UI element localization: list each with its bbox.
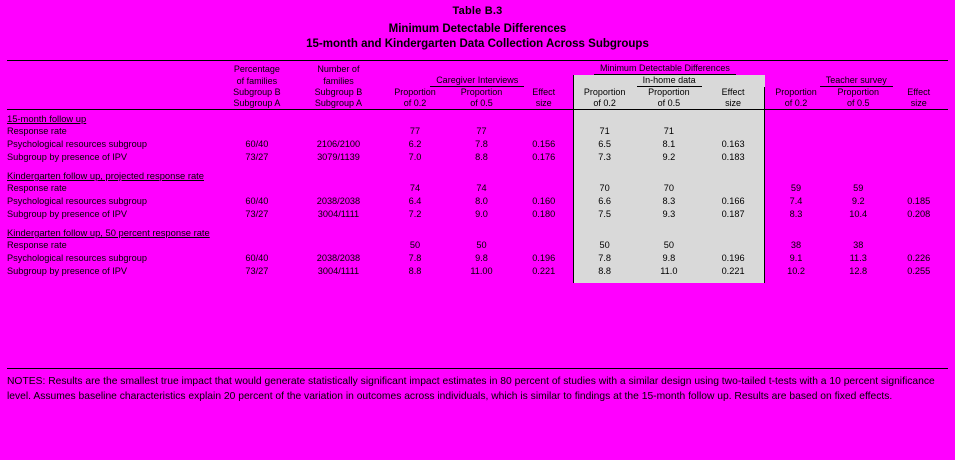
cell-ih-prop02: 50 xyxy=(573,239,635,252)
cell-ts-effect xyxy=(889,138,948,151)
cell-pct-families: 60/40 xyxy=(245,253,269,263)
cell-ts-effect: 0.208 xyxy=(907,209,931,219)
header-group-teacher xyxy=(765,75,948,87)
cell-pct-families xyxy=(219,182,296,195)
cell-ts-prop05 xyxy=(827,151,889,164)
cell-ih-prop02: 8.8 xyxy=(573,265,635,278)
header-group-mdd xyxy=(382,63,948,75)
section-label: Kindergarten follow up, 50 percent response rate xyxy=(7,227,210,238)
section-header-row xyxy=(7,112,948,125)
header-group-teacher-label: Teacher survey xyxy=(820,75,893,87)
header-num-families-l2: families xyxy=(323,76,354,86)
cell-ih-effect xyxy=(702,239,764,252)
cell-cg-prop05: 11.00 xyxy=(470,266,493,276)
header-cg-prop02-l2: of 0.2 xyxy=(403,98,427,108)
cell-ih-prop05: 11.0 xyxy=(636,265,702,278)
row-label: Response rate xyxy=(7,240,67,250)
cell-cg-prop05: 8.0 xyxy=(475,196,488,206)
table-notes: NOTES: Results are the smallest true impact that would generate statistically significant impact estimates in 80 percent of studies with a similar design using two-tailed t-tests with a 10 percent significance level. Assumes baseline characteristics explain 20 percent of the variation in outcomes across individuals, which is similar to findings at the 15-month follow up. Results are based on fixed effects. xyxy=(7,376,935,402)
cell-ih-prop05: 70 xyxy=(636,182,702,195)
header-cg-prop05-l2: of 0.5 xyxy=(470,98,493,108)
cell-num-families xyxy=(295,182,382,195)
cell-pct-families: 60/40 xyxy=(245,196,269,206)
table-row xyxy=(7,265,948,278)
header-pct-families-l2: of families xyxy=(236,76,278,86)
cell-ts-effect: 0.226 xyxy=(907,253,931,263)
cell-ts-effect xyxy=(889,151,948,164)
header-ts-prop02-l2: of 0.2 xyxy=(784,98,808,108)
header-num-families-l3: Subgroup B xyxy=(314,87,363,97)
cell-cg-prop05: 9.8 xyxy=(475,253,488,263)
cell-ts-prop05: 10.4 xyxy=(849,209,868,219)
cell-ih-effect: 0.196 xyxy=(702,252,764,265)
header-cg-effect-l2: size xyxy=(535,98,552,108)
cell-cg-prop02: 7.2 xyxy=(408,209,422,219)
cell-ts-prop02 xyxy=(765,138,827,151)
header-group-mdd-label: Minimum Detectable Differences xyxy=(594,63,736,75)
cell-cg-prop02: 74 xyxy=(409,183,421,193)
spacer-row-bottom xyxy=(7,278,948,283)
header-cg-prop02-l1: Proportion xyxy=(394,87,436,97)
header-ts-prop05-l2: of 0.5 xyxy=(846,98,870,108)
section-header-row xyxy=(7,169,948,182)
table-row xyxy=(7,195,948,208)
cell-ih-prop02: 7.5 xyxy=(573,208,635,221)
header-cg-effect-l1: Effect xyxy=(532,87,556,97)
row-label: Subgroup by presence of IPV xyxy=(7,209,128,219)
row-label: Response rate xyxy=(7,183,67,193)
cell-ts-prop05 xyxy=(827,125,889,138)
cell-cg-prop05: 50 xyxy=(476,240,487,250)
cell-num-families xyxy=(295,239,382,252)
cell-ts-prop05: 38 xyxy=(853,240,864,250)
cell-cg-effect: 0.156 xyxy=(532,139,556,149)
row-label: Response rate xyxy=(7,126,67,136)
cell-ts-prop02: 38 xyxy=(790,240,802,250)
header-ih-effect-l1: Effect xyxy=(702,87,764,98)
row-label: Psychological resources subgroup xyxy=(7,196,147,206)
cell-ts-prop02: 9.1 xyxy=(789,253,803,263)
cell-ts-prop05 xyxy=(827,138,889,151)
row-label: Psychological resources subgroup xyxy=(7,253,147,263)
cell-ih-prop05: 9.8 xyxy=(636,252,702,265)
header-pct-families-l1: Percentage xyxy=(233,64,280,74)
cell-num-families: 3079/1139 xyxy=(317,152,360,162)
header-ts-prop02-l1: Proportion xyxy=(775,87,817,97)
section-header-row xyxy=(7,226,948,239)
cell-num-families: 2038/2038 xyxy=(316,196,361,206)
cell-cg-prop02: 7.8 xyxy=(408,253,422,263)
cell-ih-prop02: 70 xyxy=(573,182,635,195)
table-title-line1: Minimum Detectable Differences xyxy=(388,23,567,35)
cell-ts-effect: 0.255 xyxy=(907,266,931,276)
table-row xyxy=(7,151,948,164)
cell-cg-prop05: 74 xyxy=(476,183,487,193)
notes-divider xyxy=(7,368,948,369)
cell-ih-prop05: 71 xyxy=(636,125,702,138)
cell-ts-effect xyxy=(889,125,948,138)
header-group-caregiver-label: Caregiver Interviews xyxy=(430,75,524,87)
cell-ts-prop05: 59 xyxy=(853,183,864,193)
cell-num-families xyxy=(295,125,382,138)
cell-ih-prop02: 6.5 xyxy=(573,138,635,151)
cell-pct-families: 60/40 xyxy=(245,139,269,149)
cell-cg-prop05: 8.8 xyxy=(475,152,488,162)
cell-ts-prop02 xyxy=(765,125,827,138)
table-row xyxy=(7,239,948,252)
cell-num-families: 2106/2100 xyxy=(316,139,361,149)
cell-ts-prop05: 12.8 xyxy=(849,266,868,276)
cell-cg-prop05: 9.0 xyxy=(475,209,488,219)
cell-ih-effect: 0.163 xyxy=(702,138,764,151)
cell-ts-effect xyxy=(889,182,948,195)
header-ts-effect-l2: size xyxy=(910,98,927,108)
cell-ih-effect: 0.166 xyxy=(702,195,764,208)
cell-pct-families: 73/27 xyxy=(245,209,269,219)
row-label: Psychological resources subgroup xyxy=(7,139,147,149)
cell-ts-prop02: 7.4 xyxy=(789,196,803,206)
table-row xyxy=(7,138,948,151)
header-group-inhome-label: In-home data xyxy=(637,75,702,87)
cell-ts-effect xyxy=(889,239,948,252)
cell-ih-prop05: 8.3 xyxy=(636,195,702,208)
cell-cg-prop02: 50 xyxy=(409,240,421,250)
cell-ih-prop05: 50 xyxy=(636,239,702,252)
table-row xyxy=(7,252,948,265)
cell-ts-prop02 xyxy=(765,151,827,164)
cell-ih-prop05: 9.3 xyxy=(636,208,702,221)
row-label: Subgroup by presence of IPV xyxy=(7,152,128,162)
cell-ih-effect: 0.221 xyxy=(702,265,764,278)
cell-num-families: 3004/1111 xyxy=(317,266,360,276)
header-ih-prop02-l1: Proportion xyxy=(573,87,635,98)
header-cg-prop05-l1: Proportion xyxy=(460,87,503,97)
cell-cg-prop02: 7.0 xyxy=(408,152,422,162)
row-label: Subgroup by presence of IPV xyxy=(7,266,128,276)
table-row xyxy=(7,182,948,195)
cell-ih-effect: 0.187 xyxy=(702,208,764,221)
cell-pct-families: 73/27 xyxy=(245,152,269,162)
table-title-line2: 15-month and Kindergarten Data Collection Across Subgroups xyxy=(306,38,649,50)
cell-ih-prop05: 8.1 xyxy=(636,138,702,151)
section-label: 15-month follow up xyxy=(7,113,87,124)
header-group-inhome xyxy=(573,75,764,87)
header-pct-families-l4: Subgroup A xyxy=(233,98,281,108)
table-title xyxy=(0,22,955,52)
cell-pct-families: 73/27 xyxy=(245,266,269,276)
cell-ts-prop02: 59 xyxy=(790,183,802,193)
table-row xyxy=(7,125,948,138)
cell-ts-effect: 0.185 xyxy=(907,196,931,206)
header-ih-prop05-l2: of 0.5 xyxy=(636,98,702,110)
cell-cg-effect xyxy=(515,239,573,252)
cell-cg-prop02: 6.2 xyxy=(408,139,422,149)
cell-ih-effect xyxy=(702,125,764,138)
header-pct-families-l3: Subgroup B xyxy=(233,87,281,97)
cell-cg-effect: 0.176 xyxy=(532,152,556,162)
cell-ts-prop02: 8.3 xyxy=(789,209,803,219)
table-row xyxy=(7,208,948,221)
cell-ts-prop05: 11.3 xyxy=(849,253,867,263)
cell-ih-prop02: 6.6 xyxy=(573,195,635,208)
cell-cg-effect: 0.196 xyxy=(532,253,556,263)
cell-cg-effect: 0.221 xyxy=(532,266,556,276)
header-num-families-l4: Subgroup A xyxy=(314,98,362,108)
cell-ih-effect: 0.183 xyxy=(702,151,764,164)
title-block xyxy=(0,0,955,52)
cell-ts-prop02: 10.2 xyxy=(787,266,805,276)
cell-ih-prop02: 71 xyxy=(573,125,635,138)
cell-cg-effect: 0.160 xyxy=(532,196,556,206)
cell-cg-prop02: 8.8 xyxy=(408,266,422,276)
cell-pct-families xyxy=(219,239,296,252)
header-ts-prop05-l1: Proportion xyxy=(837,87,879,97)
cell-cg-effect xyxy=(515,125,573,138)
cell-ts-prop05: 9.2 xyxy=(851,196,865,206)
header-ih-prop05-l1: Proportion xyxy=(636,87,702,98)
section-label: Kindergarten follow up, projected response rate xyxy=(7,170,204,181)
header-group-row xyxy=(7,63,948,75)
header-group-caregiver xyxy=(382,75,573,87)
cell-cg-prop02: 6.4 xyxy=(408,196,422,206)
cell-cg-prop05: 77 xyxy=(476,126,487,136)
cell-cg-effect: 0.180 xyxy=(532,209,556,219)
cell-ih-prop02: 7.3 xyxy=(573,151,635,164)
cell-pct-families xyxy=(219,125,296,138)
mdd-table xyxy=(7,60,948,283)
header-num-families-l1: Number of xyxy=(317,64,360,74)
header-subgroup-row xyxy=(7,75,948,87)
cell-cg-prop05: 7.8 xyxy=(475,139,488,149)
cell-cg-prop02: 77 xyxy=(409,126,421,136)
header-ih-prop02-l2: of 0.2 xyxy=(573,98,635,110)
cell-num-families: 2038/2038 xyxy=(316,253,361,263)
header-col-row-1 xyxy=(7,87,948,98)
cell-cg-effect xyxy=(515,182,573,195)
header-ts-effect-l1: Effect xyxy=(907,87,931,97)
cell-ih-effect xyxy=(702,182,764,195)
table-number: Table B.3 xyxy=(452,5,503,17)
cell-num-families: 3004/1111 xyxy=(317,209,360,219)
header-ih-effect-l2: size xyxy=(702,98,764,110)
cell-ih-prop05: 9.2 xyxy=(636,151,702,164)
header-col-row-2 xyxy=(7,98,948,110)
cell-ih-prop02: 7.8 xyxy=(573,252,635,265)
